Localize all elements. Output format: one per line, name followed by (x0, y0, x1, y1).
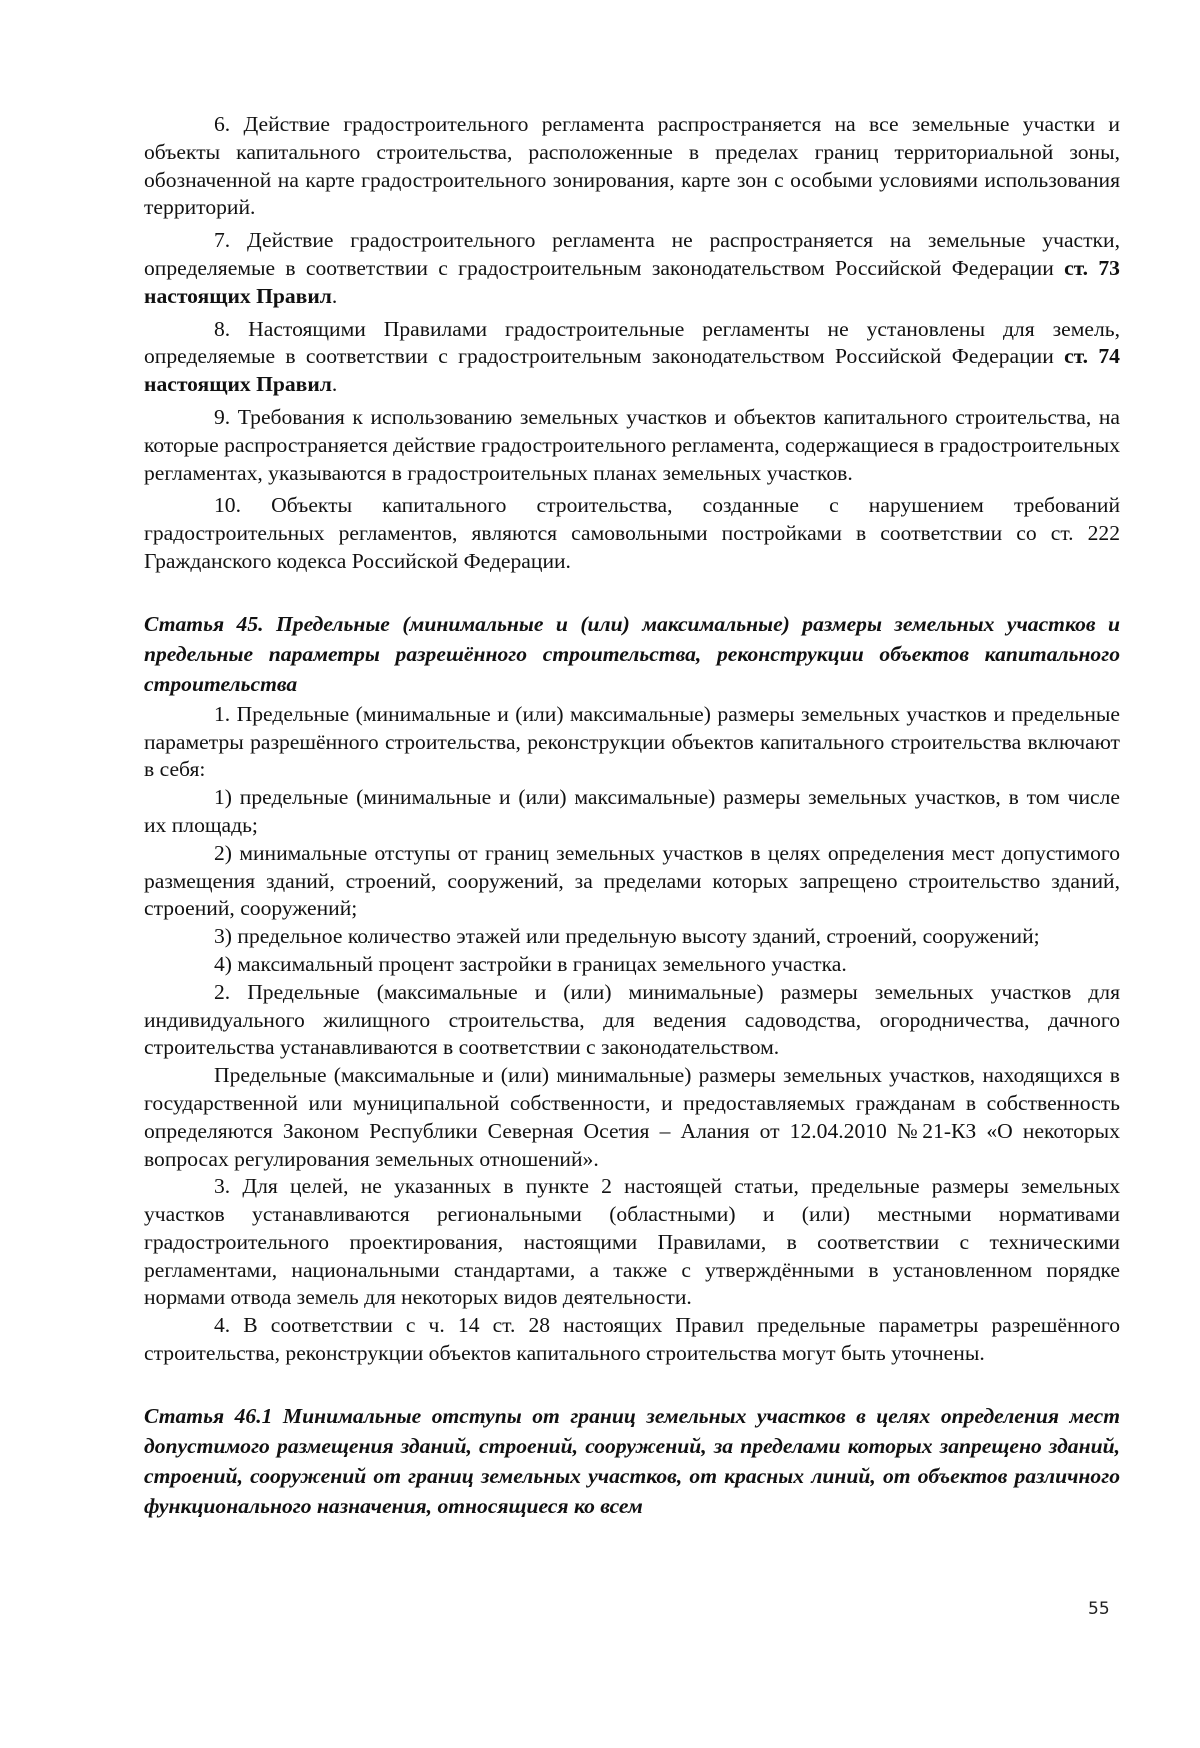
paragraph-7-end: . (331, 283, 338, 308)
article-45-paragraph-2-continued: Предельные (максимальные и (или) минимальные) размеры земельных участков, находящихся в государственной или муниципальной собственности, и предоставляемых гражданам в собственность определяются Законом Республики Северная Осетия – Алания от 12.04.2010 №21-КЗ «О некоторых вопросах регулирования земельных отношений». (144, 1063, 1120, 1171)
article-45-item-2: 2) минимальные отступы от границ земельных участков в целях определения мест допустимого размещения зданий, строений, сооружений, за пределами которых запрещено строительство зданий, строений, сооружений; (144, 840, 1120, 921)
paragraph-8-reference: ст. 74 настоящих Правил (144, 344, 1120, 397)
article-45-paragraph-1: 1. Предельные (минимальные и (или) максимальные) размеры земельных участков и предельные параметры разрешённого строительства, реконструкции объектов капитального строительства включают в себя: (144, 701, 1120, 782)
paragraph-8 (144, 316, 1120, 399)
paragraph-9: 9. Требования к использованию земельных участков и объектов капитального строительства, на которые распространяется действие градостроительного регламента, содержащиеся в градостроительных регламентах, указываются в градостроительных планах земельных участков. (144, 404, 1120, 485)
page-number: 55 (1088, 1599, 1110, 1619)
article-45-paragraph-2: 2. Предельные (максимальные и (или) минимальные) размеры земельных участков для индивидуального жилищного строительства, для ведения садоводства, огородничества, дачного строительства устанавливаются в соответствии с законодательством. (144, 979, 1120, 1060)
paragraph-10: 10. Объекты капитального строительства, созданные с нарушением требований градостроительных регламентов, являются самовольными постройками в соответствии со ст. 222 Гражданского кодекса Российской Федерации. (144, 493, 1120, 573)
paragraph-7 (144, 227, 1120, 310)
paragraph-7-text: 7. Действие градостроительного регламента не распространяется на земельные участки, определяемые в соответствии с градостроительным законодательством Российской Федерации (144, 228, 1120, 280)
paragraph-7-reference: ст. 73 настоящих Правил (144, 255, 1120, 308)
article-45-item-4: 4) максимальный процент застройки в границах земельного участка. (214, 951, 847, 976)
article-45-item-3: 3) предельное количество этажей или предельную высоту зданий, строений, сооружений; (214, 924, 1040, 949)
article-46-1-heading: Статья 46.1 Минимальные отступы от границ земельных участков в целях определения мест допустимого размещения зданий, строений, сооружений, за пределами которых запрещено зданий, строений, сооружений от границ земельных участков, от красных линий, от объектов различного функционального назначения, относящиеся ко всем (144, 1403, 1120, 1518)
paragraph-8-end: . (331, 372, 338, 397)
paragraph-6: 6. Действие градостроительного регламента распространяется на все земельные участки и объекты капитального строительства, расположенные в пределах границ территориальной зоны, обозначенной на карте градостроительного зонирования, карте зон с особыми условиями использования территорий. (144, 112, 1120, 220)
article-45-paragraph-3: 3. Для целей, не указанных в пункте 2 настоящей статьи, предельные размеры земельных участков устанавливаются региональными (областными) и (или) местными нормативами градостроительного проектирования, настоящими Правилами, в соответствии с техническими регламентами, национальными стандартами, а также с утверждёнными в установленном порядке нормами отвода земель для некоторых видов деятельности. (144, 1174, 1120, 1310)
paragraph-8-text: 8. Настоящими Правилами градостроительные регламенты не установлены для земель, определяемые в соответствии с градостроительным законодательством Российской Федерации (144, 316, 1120, 369)
article-45-item-1: 1) предельные (минимальные и (или) максимальные) размеры земельных участков, в том числе их площадь; (144, 785, 1120, 837)
article-45-paragraph-4: 4. В соответствии с ч. 14 ст. 28 настоящих Правил предельные параметры разрешённого строительства, реконструкции объектов капитального строительства могут быть уточнены. (144, 1313, 1120, 1366)
article-45-heading: Статья 45. Предельные (минимальные и (или) максимальные) размеры земельных участков и предельные параметры разрешённого строительства, реконструкции объектов капитального строительства (144, 611, 1120, 696)
document-page (144, 111, 1120, 1521)
